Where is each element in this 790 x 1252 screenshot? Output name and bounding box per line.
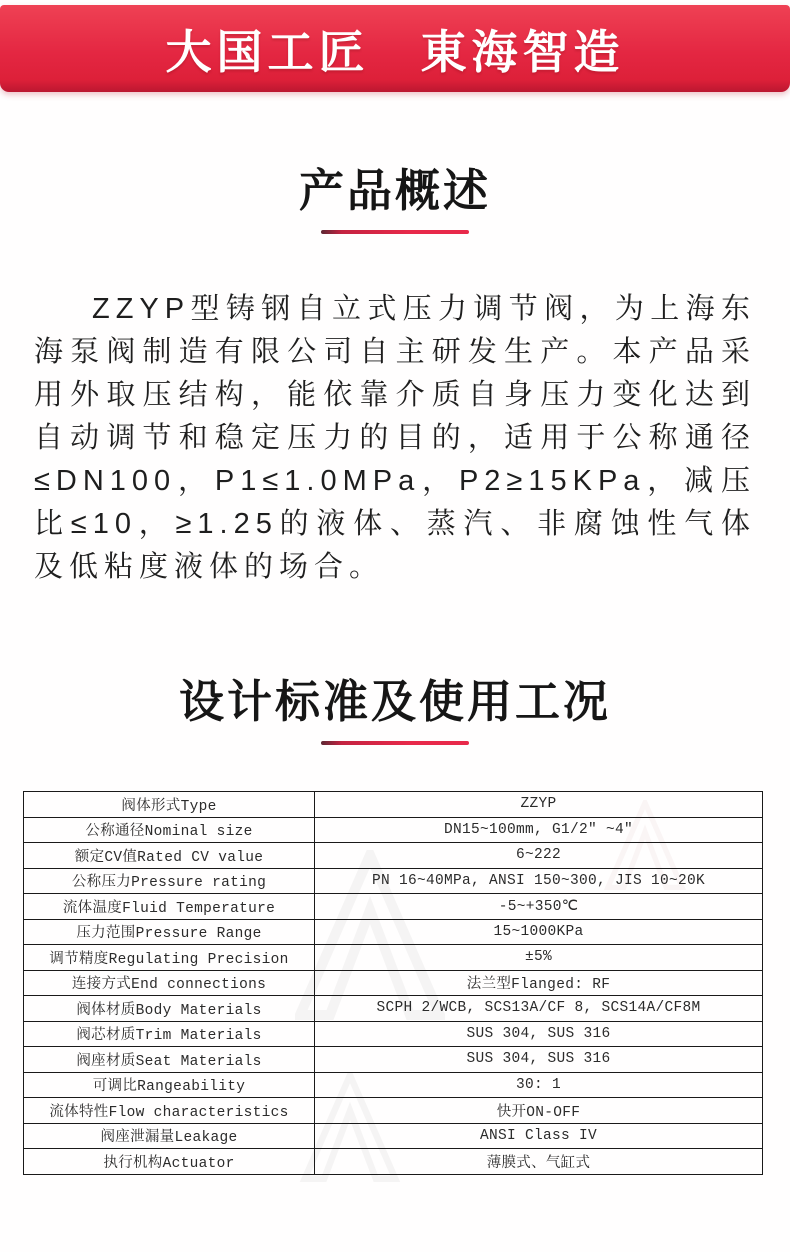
spec-label-cell: 阀体材质Body Materials bbox=[24, 996, 315, 1022]
table-row bbox=[24, 1021, 763, 1047]
specs-section-title: 设计标准及使用工况 bbox=[178, 676, 611, 727]
table-row bbox=[24, 996, 763, 1022]
spec-label-cell: 压力范围Pressure Range bbox=[24, 919, 315, 945]
table-row bbox=[24, 843, 763, 869]
spec-label-cell: 阀体形式Type bbox=[24, 792, 315, 818]
spec-value-cell: SCPH 2/WCB, SCS13A/CF 8, SCS14A/CF8M bbox=[315, 996, 763, 1022]
spec-value-cell: 法兰型Flanged: RF bbox=[315, 970, 763, 996]
spec-label-cell: 流体特性Flow characteristics bbox=[24, 1098, 315, 1124]
spec-table-body bbox=[24, 792, 763, 1175]
table-row bbox=[24, 970, 763, 996]
table-row bbox=[24, 1123, 763, 1149]
spec-label-cell: 可调比Rangeability bbox=[24, 1072, 315, 1098]
spec-label-cell: 调节精度Regulating Precision bbox=[24, 945, 315, 971]
table-row bbox=[24, 868, 763, 894]
spec-value-cell: PN 16~40MPa, ANSI 150~300, JIS 10~20K bbox=[315, 868, 763, 894]
spec-value-cell: 30: 1 bbox=[315, 1072, 763, 1098]
spec-value-cell: DN15~100mm, G1/2" ~4" bbox=[315, 817, 763, 843]
table-row bbox=[24, 1072, 763, 1098]
spec-value-cell: ZZYP bbox=[315, 792, 763, 818]
spec-value-cell: ANSI Class IV bbox=[315, 1123, 763, 1149]
table-row bbox=[24, 919, 763, 945]
spec-label-cell: 阀芯材质Trim Materials bbox=[24, 1021, 315, 1047]
table-row bbox=[24, 792, 763, 818]
spec-label-cell: 额定CV值Rated CV value bbox=[24, 843, 315, 869]
spec-value-cell: SUS 304, SUS 316 bbox=[315, 1021, 763, 1047]
table-row bbox=[24, 1098, 763, 1124]
spec-value-cell: -5~+350℃ bbox=[315, 894, 763, 920]
spec-value-cell: 6~222 bbox=[315, 843, 763, 869]
table-row bbox=[24, 1149, 763, 1175]
table-row bbox=[24, 1047, 763, 1073]
overview-section-title: 产品概述 bbox=[298, 165, 491, 216]
specs-section bbox=[0, 675, 790, 1175]
table-row bbox=[24, 817, 763, 843]
banner-title: 大国工匠 東海智造 bbox=[165, 25, 625, 78]
spec-label-cell: 连接方式End connections bbox=[24, 970, 315, 996]
spec-label-cell: 阀座泄漏量Leakage bbox=[24, 1123, 315, 1149]
spec-label-cell: 公称通径Nominal size bbox=[24, 817, 315, 843]
table-row bbox=[24, 945, 763, 971]
spec-label-cell: 阀座材质Seat Materials bbox=[24, 1047, 315, 1073]
spec-label-cell: 公称压力Pressure rating bbox=[24, 868, 315, 894]
spec-value-cell: ±5% bbox=[315, 945, 763, 971]
table-row bbox=[24, 894, 763, 920]
spec-value-cell: 薄膜式、气缸式 bbox=[315, 1149, 763, 1175]
spec-label-cell: 执行机构Actuator bbox=[24, 1149, 315, 1175]
title-underline-decoration bbox=[321, 741, 469, 745]
overview-paragraph: ZZYP型铸钢自立式压力调节阀，为上海东海泵阀制造有限公司自主研发生产。本产品采用外取压结构，能依靠介质自身压力变化达到自动调节和稳定压力的目的，适用于公称通径≤DN100，P1≤1.0MPa，P2≥15KPa，减压比≤10，≥1.25的液体、蒸汽、非腐蚀性气体及低粘度液体的场合。 bbox=[34, 293, 756, 583]
spec-table bbox=[23, 791, 763, 1175]
title-underline-decoration bbox=[321, 230, 469, 234]
spec-value-cell: 快开ON-OFF bbox=[315, 1098, 763, 1124]
spec-value-cell: SUS 304, SUS 316 bbox=[315, 1047, 763, 1073]
overview-section bbox=[0, 164, 790, 589]
spec-label-cell: 流体温度Fluid Temperature bbox=[24, 894, 315, 920]
spec-value-cell: 15~1000KPa bbox=[315, 919, 763, 945]
top-banner bbox=[0, 5, 790, 92]
